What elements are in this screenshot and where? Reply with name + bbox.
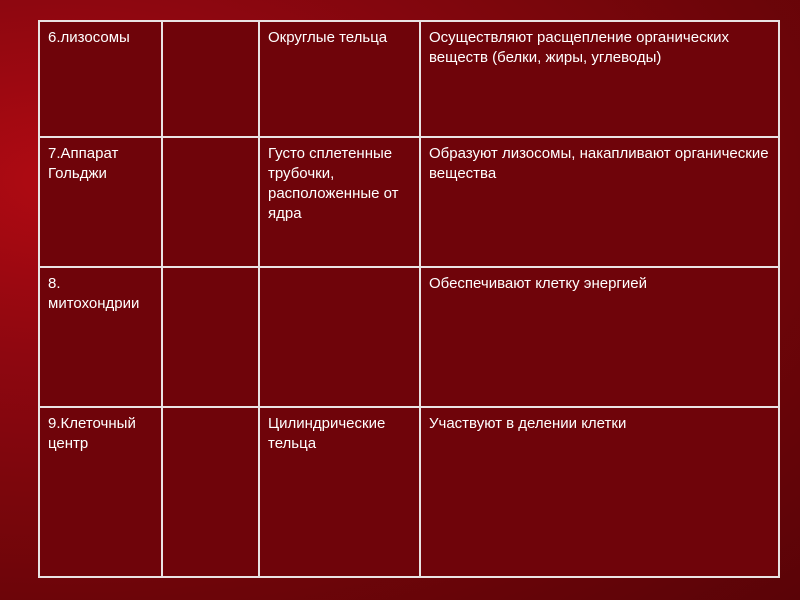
- organelles-table: [38, 20, 780, 578]
- organelle-name-cell: 7.Аппарат Гольджи: [39, 137, 162, 267]
- empty-cell: [162, 21, 259, 137]
- structure-cell: Округлые тельца: [259, 21, 420, 137]
- function-cell: Участвуют в делении клетки: [420, 407, 779, 577]
- organelle-name-cell: 8. митохондрии: [39, 267, 162, 407]
- function-cell: Осуществляют расщепление органических веществ (белки, жиры, углеводы): [420, 21, 779, 137]
- empty-cell: [162, 407, 259, 577]
- structure-cell: Густо сплетенные трубочки, расположенные от ядра: [259, 137, 420, 267]
- function-cell: Обеспечивают клетку энергией: [420, 267, 779, 407]
- structure-cell: [259, 267, 420, 407]
- table-row: [39, 21, 779, 137]
- organelle-name-cell: 6.лизосомы: [39, 21, 162, 137]
- table-row: [39, 267, 779, 407]
- structure-cell: Цилиндрические тельца: [259, 407, 420, 577]
- table-row: [39, 137, 779, 267]
- function-cell: Образуют лизосомы, накапливают органические вещества: [420, 137, 779, 267]
- empty-cell: [162, 267, 259, 407]
- organelle-name-cell: 9.Клеточный центр: [39, 407, 162, 577]
- empty-cell: [162, 137, 259, 267]
- table-row: [39, 407, 779, 577]
